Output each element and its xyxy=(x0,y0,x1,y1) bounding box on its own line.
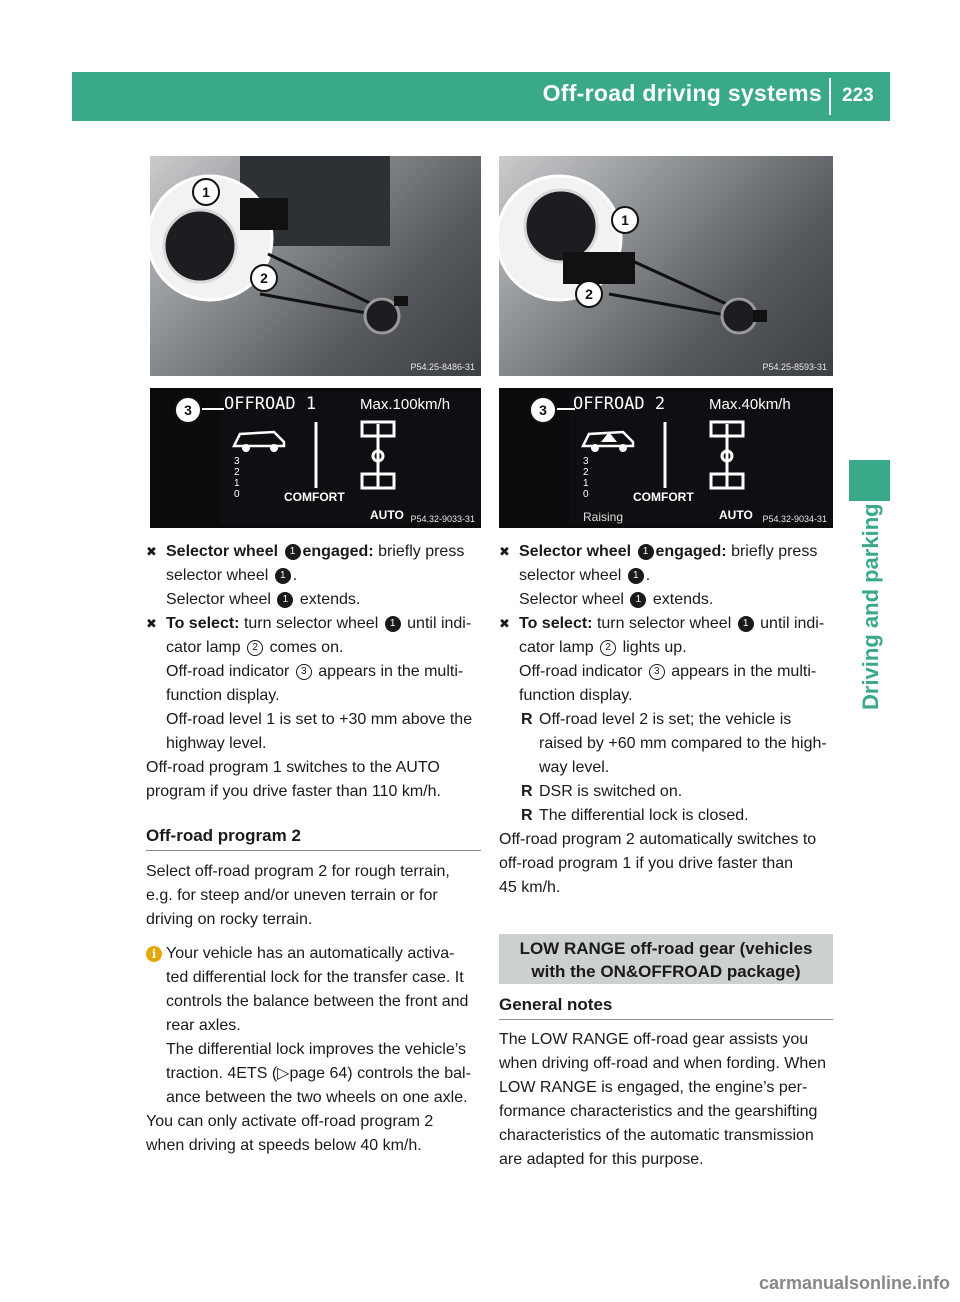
step-text: Off-road indicator xyxy=(519,663,643,680)
drivetrain-icon xyxy=(308,418,418,498)
chapter-marker xyxy=(849,460,890,501)
step-text: Off-road indicator xyxy=(166,663,290,680)
bullet-text: raised by +60 mm compared to the high- xyxy=(539,735,827,752)
step-text: turn selector wheel xyxy=(596,615,732,632)
comfort-label: COMFORT xyxy=(284,490,345,504)
step-text: extends. xyxy=(299,591,361,608)
auto-label: AUTO xyxy=(719,508,753,522)
right-column-lower xyxy=(499,1028,839,1172)
bullet-item xyxy=(499,804,839,828)
step-label: To select: xyxy=(166,615,240,632)
multifunction-display-1 xyxy=(150,388,481,528)
offroad-title: OFFROAD 1 xyxy=(224,394,317,414)
page-header xyxy=(72,72,890,121)
step-text: Selector wheel xyxy=(519,591,624,608)
step-text: Selector wheel xyxy=(166,591,271,608)
info-text: page 64) controls the bal- xyxy=(289,1065,471,1082)
step-text: function display. xyxy=(519,687,633,704)
callout-1: 1 xyxy=(192,178,220,206)
paragraph-text: Off-road program 2 automatically switches to xyxy=(499,831,817,848)
step-text: until indi- xyxy=(407,615,472,632)
offroad-title: OFFROAD 2 xyxy=(573,394,666,414)
comfort-label: COMFORT xyxy=(633,490,694,504)
bullet-marker: R xyxy=(521,807,533,824)
info-text: controls the balance between the front and xyxy=(166,993,469,1010)
selector-wheel-photo-1 xyxy=(150,156,481,376)
console-illustration xyxy=(499,156,833,376)
bullet-item xyxy=(499,780,839,804)
step-text: Off-road level 1 is set to +30 mm above the xyxy=(166,711,473,728)
step-arrow-icon: ✖ xyxy=(146,616,157,631)
step-arrow-icon: ✖ xyxy=(499,616,510,631)
step-text: cator lamp xyxy=(519,639,594,656)
info-note xyxy=(146,942,486,1110)
auto-label: AUTO xyxy=(370,508,404,522)
callout-ref: 1 xyxy=(275,568,291,584)
step-text: selector wheel xyxy=(519,567,622,584)
heading-general-notes: General notes xyxy=(499,995,613,1014)
callout-ref: 3 xyxy=(296,664,312,680)
info-text: traction. 4ETS ( xyxy=(166,1065,278,1082)
paragraph-text: characteristics of the automatic transmission xyxy=(499,1127,814,1144)
callout-3: 3 xyxy=(529,396,557,424)
info-text: ted differential lock for the transfer case. It xyxy=(166,969,464,986)
paragraph-text: are adapted for this purpose. xyxy=(499,1151,704,1168)
info-text: ance between the two wheels on one axle. xyxy=(166,1089,468,1106)
speed-limit: Max.40km/h xyxy=(709,396,791,413)
bullet-text: Off-road level 2 is set; the vehicle is xyxy=(539,711,792,728)
info-icon: i xyxy=(146,946,162,962)
paragraph-text: You can only activate off-road program 2 xyxy=(146,1113,434,1130)
step-label: To select: xyxy=(519,615,593,632)
callout-ref: 1 xyxy=(277,592,293,608)
speed-limit: Max.100km/h xyxy=(360,396,451,413)
vehicle-raise-icon xyxy=(579,424,639,454)
callout-ref: 3 xyxy=(649,664,665,680)
step-text: comes on. xyxy=(269,639,344,656)
paragraph-text: off-road program 1 if you drive faster than xyxy=(499,855,794,872)
step-label: Selector wheel xyxy=(166,543,279,560)
paragraph-text: LOW RANGE is engaged, the engine’s per- xyxy=(499,1079,808,1096)
box-line: LOW RANGE off-road gear (vehicles xyxy=(519,939,813,958)
step-text: until indi- xyxy=(760,615,825,632)
step-text: appears in the multi- xyxy=(671,663,817,680)
step-text: cator lamp xyxy=(166,639,241,656)
callout-2: 2 xyxy=(250,264,278,292)
step-engage xyxy=(146,540,486,612)
step-text: lights up. xyxy=(622,639,687,656)
section-box-low-range xyxy=(499,934,833,984)
bullet-text: way level. xyxy=(539,759,610,776)
paragraph-text: formance characteristics and the gearshifting xyxy=(499,1103,818,1120)
drivetrain-icon xyxy=(657,418,767,498)
callout-ref: 1 xyxy=(385,616,401,632)
step-text: . xyxy=(645,567,651,584)
info-text: The differential lock improves the vehicle’s xyxy=(166,1041,466,1058)
step-text: briefly press xyxy=(731,543,818,560)
info-text: rear axles. xyxy=(166,1017,241,1034)
step-text: briefly press xyxy=(378,543,465,560)
step-text: function display. xyxy=(166,687,280,704)
callout-line xyxy=(202,408,224,410)
paragraph-text: when driving off-road and when fording. When xyxy=(499,1055,827,1072)
left-column xyxy=(146,540,486,804)
section-box-title xyxy=(499,937,833,983)
paragraph-text: driving on rocky terrain. xyxy=(146,911,313,928)
callout-3: 3 xyxy=(174,396,202,424)
callout-ref: 2 xyxy=(600,640,616,656)
step-label: Selector wheel xyxy=(519,543,632,560)
paragraph-text: when driving at speeds below 40 km/h. xyxy=(146,1137,422,1154)
figure-code: P54.25-8486-31 xyxy=(410,362,475,372)
step-text: . xyxy=(292,567,298,584)
step-text: selector wheel xyxy=(166,567,269,584)
step-text: extends. xyxy=(652,591,714,608)
paragraph-text: 45 km/h. xyxy=(499,879,561,896)
left-column-lower xyxy=(146,860,486,1158)
step-engage xyxy=(499,540,839,612)
info-text: Your vehicle has an automatically activa- xyxy=(166,945,455,962)
bullet-marker: R xyxy=(521,711,533,728)
figure-code: P54.32-9033-31 xyxy=(410,514,475,524)
callout-2: 2 xyxy=(575,280,603,308)
chapter-label: Driving and parking xyxy=(858,503,883,710)
bullet-text: DSR is switched on. xyxy=(539,783,683,800)
callout-ref: 2 xyxy=(247,640,263,656)
bullet-text: The differential lock is closed. xyxy=(539,807,749,824)
page-number: 223 xyxy=(842,85,874,106)
heading-offroad-program-2: Off-road program 2 xyxy=(146,826,301,845)
level-scale: 3 2 1 0 xyxy=(583,456,589,500)
vehicle-icon xyxy=(230,424,290,454)
paragraph-text: Off-road program 1 switches to the AUTO xyxy=(146,759,440,776)
paragraph-text: program if you drive faster than 110 km/h. xyxy=(146,783,441,800)
step-text: turn selector wheel xyxy=(243,615,379,632)
step-text: appears in the multi- xyxy=(318,663,464,680)
step-label: engaged: xyxy=(655,543,727,560)
callout-ref: 1 xyxy=(630,592,646,608)
step-text: highway level. xyxy=(166,735,267,752)
side-tab xyxy=(858,430,883,710)
step-select xyxy=(499,612,839,708)
heading-rule xyxy=(146,850,481,851)
step-arrow-icon: ✖ xyxy=(146,544,157,559)
selector-wheel-photo-2 xyxy=(499,156,833,376)
box-line: with the ON&OFFROAD package) xyxy=(531,962,801,981)
figure-code: P54.32-9034-31 xyxy=(762,514,827,524)
callout-ref: 1 xyxy=(738,616,754,632)
header-divider xyxy=(829,78,831,115)
callout-ref: 1 xyxy=(285,544,301,560)
paragraph-text: e.g. for steep and/or uneven terrain or for xyxy=(146,887,438,904)
paragraph-text: The LOW RANGE off-road gear assists you xyxy=(499,1031,809,1048)
right-column xyxy=(499,540,839,900)
figure-code: P54.25-8593-31 xyxy=(762,362,827,372)
watermark: carmanualsonline.info xyxy=(758,1273,950,1293)
step-label: engaged: xyxy=(302,543,374,560)
heading-rule xyxy=(499,1019,833,1020)
callout-ref: 1 xyxy=(628,568,644,584)
page-ref-arrow-icon: ▷ xyxy=(277,1065,290,1082)
raising-label: Raising xyxy=(583,510,624,524)
callout-ref: 1 xyxy=(638,544,654,560)
section-title: Off-road driving systems xyxy=(542,80,822,106)
bullet-marker: R xyxy=(521,783,533,800)
level-scale: 3 2 1 0 xyxy=(234,456,240,500)
bullet-item xyxy=(499,708,839,732)
step-select xyxy=(146,612,486,756)
step-arrow-icon: ✖ xyxy=(499,544,510,559)
callout-1: 1 xyxy=(611,206,639,234)
paragraph-text: Select off-road program 2 for rough terrain, xyxy=(146,863,450,880)
multifunction-display-2 xyxy=(499,388,833,528)
